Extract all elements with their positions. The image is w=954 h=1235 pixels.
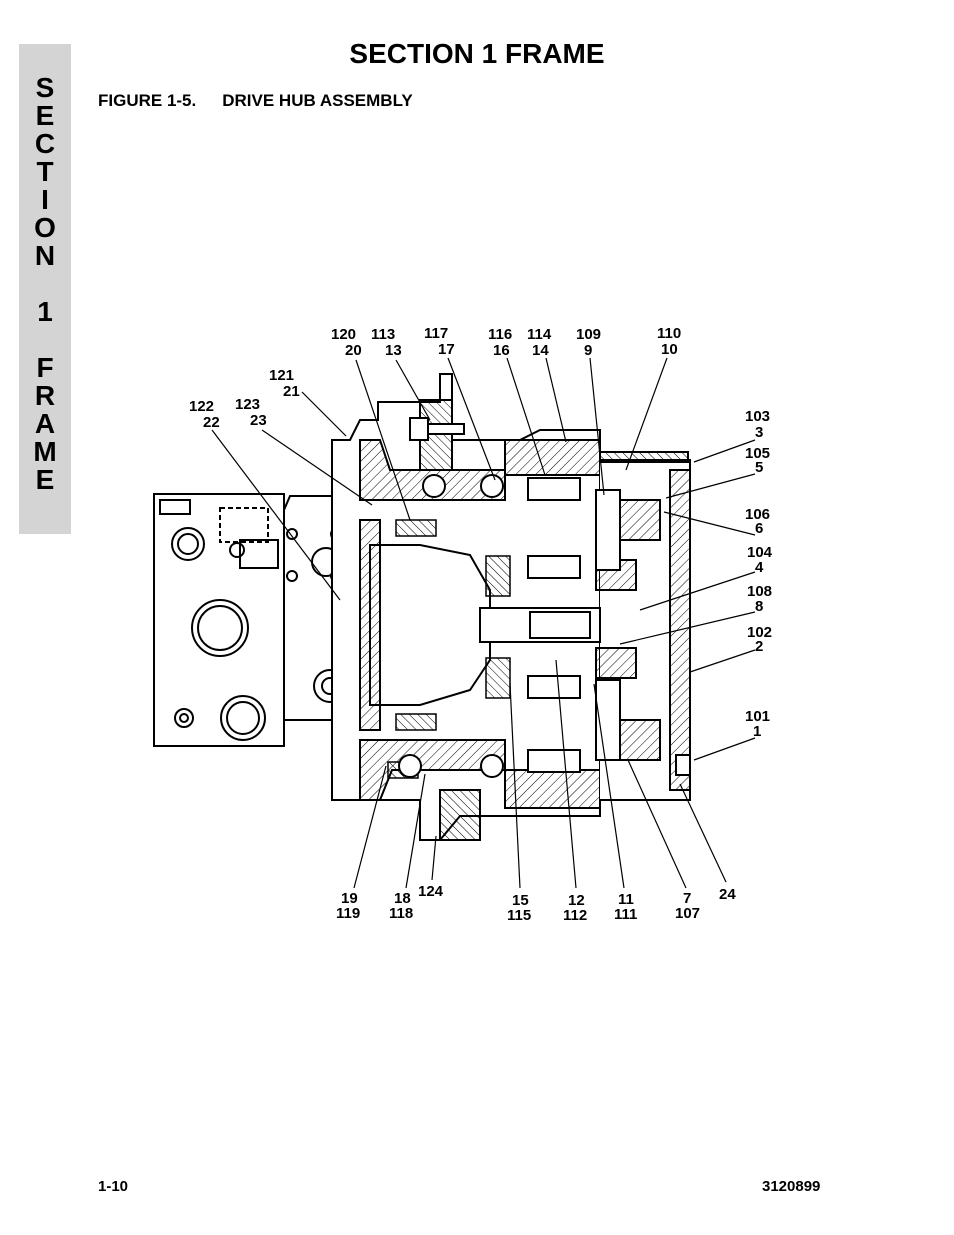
callout-bottom: 10 [661,341,678,358]
callout-bottom: 6 [755,520,764,537]
callout-top: 24 [719,886,736,903]
side-letter: S [35,72,55,103]
callout-bottom: 16 [493,342,510,359]
callout-top: 124 [418,883,444,900]
callout-bottom: 111 [614,906,638,923]
callout-top: 116 [488,326,513,343]
figure-title: DRIVE HUB ASSEMBLY [222,91,413,110]
callout-top: 106 [745,506,771,523]
callout-bottom: 14 [532,342,549,359]
callout-bottom: 4 [755,559,764,576]
callout-top: 12 [568,892,585,909]
side-letter: F [36,352,54,383]
side-letter: A [34,408,56,439]
callout-top: 103 [745,408,771,425]
side-letter: O [34,212,56,243]
page-title: SECTION 1 FRAME [349,38,605,69]
callout-top: 101 [745,708,771,725]
callout-bottom: 5 [755,459,764,476]
side-letter: N [34,240,56,271]
callout-top: 15 [512,892,529,909]
callout-bottom: 22 [203,414,220,431]
callout-bottom: 21 [283,383,300,400]
callout-top: 104 [747,544,773,561]
callout-bottom: 23 [250,412,267,429]
callout-top: 114 [527,326,552,343]
callout-top: 123 [235,396,261,413]
callout-bottom: 115 [507,907,532,924]
callout-bottom: 9 [584,342,593,359]
callout-bottom: 3 [755,424,764,441]
callout-top: 108 [747,583,773,600]
callout-bottom: 118 [389,905,414,922]
callout-top: 113 [371,326,396,343]
side-letter: I [41,184,49,215]
callout-bottom: 1 [753,723,762,740]
callout-top: 7 [683,890,692,907]
callout-bottom: 2 [755,638,764,655]
side-letter: 1 [37,296,53,327]
callout-bottom: 119 [336,905,361,922]
callout-bottom: 17 [438,341,455,358]
side-letter: E [35,100,55,131]
motor-block [154,494,352,746]
callout-bottom: 107 [675,905,701,922]
callout-top: 109 [576,326,602,343]
side-letter: M [33,436,57,467]
page-number: 1-10 [98,1178,129,1195]
callout-top: 19 [341,890,358,907]
side-letter: E [35,464,55,495]
callout-top: 105 [745,445,771,462]
callout-top: 120 [331,326,357,343]
side-letter: T [36,156,54,187]
callout-top: 122 [189,398,215,415]
callout-top: 110 [657,325,682,342]
callout-top: 11 [618,891,634,908]
callout-top: 102 [747,624,773,641]
callout-bottom: 20 [345,342,362,359]
document-number: 3120899 [762,1178,821,1195]
side-letter: R [34,380,56,411]
callout-bottom: 112 [563,907,588,924]
callout-top: 117 [424,325,449,342]
side-letter: C [34,128,56,159]
callout-top: 18 [394,890,411,907]
figure-number: FIGURE 1-5. [98,91,197,110]
callout-top: 121 [269,367,295,384]
callout-bottom: 8 [755,598,764,615]
callout-bottom: 13 [385,342,402,359]
